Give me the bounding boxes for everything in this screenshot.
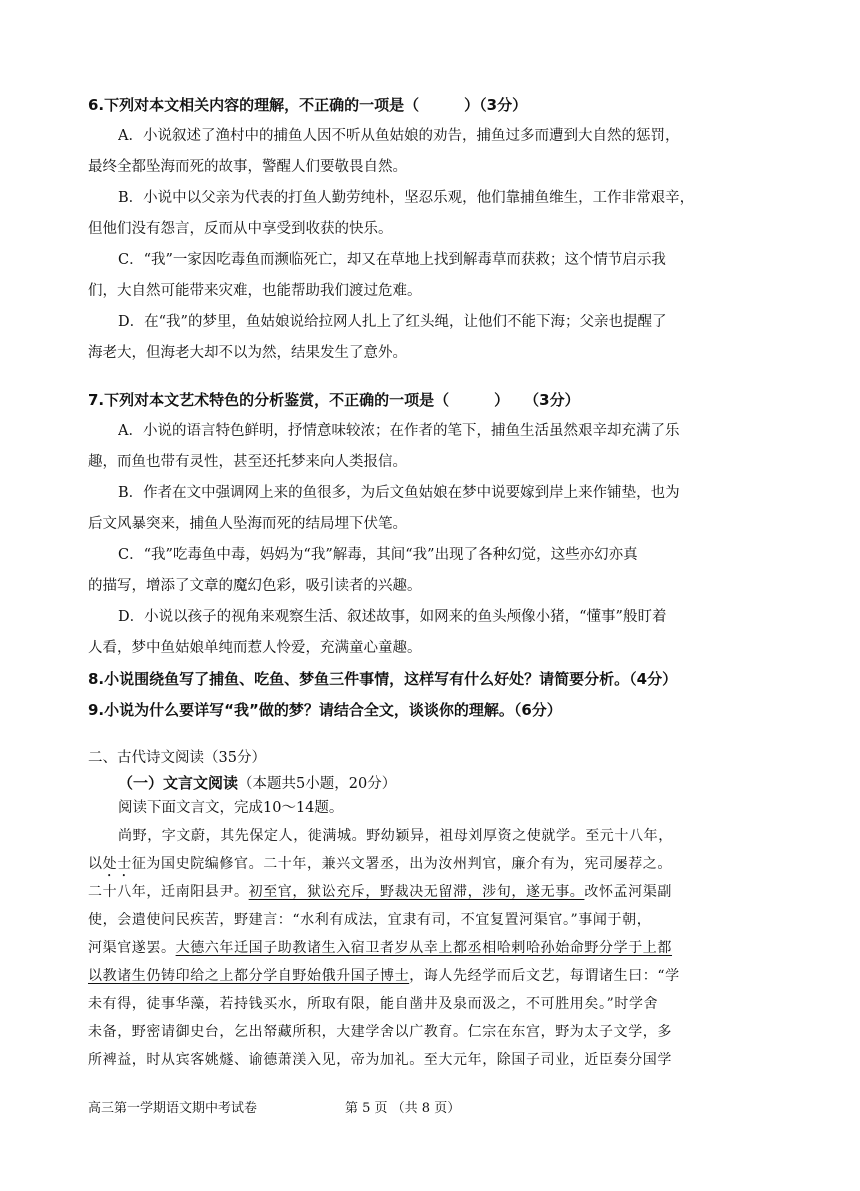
q7-option-c-line2: 的描写，增添了文章的魔幻色彩，吸引读者的兴趣。 bbox=[88, 578, 422, 594]
subheading-bold: （一）文言文阅读 bbox=[118, 774, 239, 792]
passage-line-3 bbox=[88, 882, 778, 902]
underlined-sentence: 初至官，狱讼充斥，野裁决无留滞，涉旬，遂无事。 bbox=[248, 884, 585, 900]
passage-line-9: 所裨益，时从宾客姚燧、谕德萧渼入见，帝为加礼。至大元年，除国子司业，近臣奏分国学 bbox=[88, 1052, 672, 1068]
q7-option-a-line2: 趣，而鱼也带有灵性，甚至还托梦来向人类报信。 bbox=[88, 454, 407, 470]
q8-question: 8.小说围绕鱼写了捕鱼、吃鱼、梦鱼三件事情，这样写有什么好处？请简要分析。（4分） bbox=[88, 670, 678, 688]
q6-option-c-line2: 们，大自然可能带来灾难，也能帮助我们渡过危难。 bbox=[88, 283, 422, 299]
q6-option-b-line2: 但他们没有怨言，反而从中享受到收获的快乐。 bbox=[88, 221, 393, 237]
section2-title: 二、古代诗文阅读（35分） bbox=[88, 750, 266, 766]
q7-option-c-line1: C．“我”吃毒鱼中毒，妈妈为“我”解毒，其间“我”出现了各种幻觉，这些亦幻亦真 bbox=[118, 547, 638, 563]
underlined-unpunctuated-passage: 大德六年迁国子助教诸生入宿卫者岁从幸上都丞相哈剌哈孙始命野分学于上都 bbox=[175, 940, 673, 956]
passage-line-8: 未备，野密请御史台，乞出帑藏所积，大建学舍以广教育。仁宗在东宫，野为太子文学，多 bbox=[88, 1024, 672, 1040]
passage-text: 征为国史院编修官。二十年，兼兴文署丞，出为汝州判官，廉介有为，宪司屡荐之。 bbox=[131, 856, 673, 872]
passage-text: 改怀孟河渠副 bbox=[584, 884, 673, 900]
passage-text: 河渠官遂罢。 bbox=[88, 940, 176, 956]
q7-option-d-line1: D．小说以孩子的视角来观察生活、叙述故事，如网来的鱼头颅像小猪，“懂事”般盯着 bbox=[118, 609, 667, 625]
passage-line-1: 尚野，字文蔚，其先保定人，徙满城。野幼颖异，祖母刘厚资之使就学。至元十八年， bbox=[118, 828, 673, 844]
passage-line-6 bbox=[88, 966, 778, 986]
footer-exam-title: 高三第一学期语文期中考试卷 bbox=[88, 1101, 258, 1116]
passage-line-7: 未有得，徒事华藻，若持钱买水，所取有限，能自凿井及泉而汲之，不可胜用矣。”时学舍 bbox=[88, 996, 659, 1012]
dotted-term: 处士 bbox=[102, 856, 132, 872]
q9-question: 9.小说为什么要详写“我”做的梦？请结合全文，谈谈你的理解。（6分） bbox=[88, 701, 562, 719]
passage-text: ，诲人先经学而后文艺，每谓诸生曰：“学 bbox=[409, 968, 680, 984]
reading-instruction: 阅读下面文言文，完成10～14题。 bbox=[118, 800, 344, 816]
q7-option-d-line2: 人看，梦中鱼姑娘单纯而惹人怜爱，充满童心童趣。 bbox=[88, 640, 422, 656]
passage-line-2 bbox=[88, 854, 778, 880]
passage-line-4: 使，会遣使问民疾苦，野建言：“水利有成法，宜隶有司，不宜复置河渠官。”事闻于朝， bbox=[88, 912, 652, 928]
q7-option-b-line2: 后文风暴突来，捕鱼人坠海而死的结局埋下伏笔。 bbox=[88, 516, 407, 532]
section2-subheading bbox=[118, 773, 778, 794]
q6-option-d-line1: D．在“我”的梦里，鱼姑娘说给拉网人扎上了红头绳，让他们不能下海；父亲也提醒了 bbox=[118, 314, 667, 330]
underlined-unpunctuated-passage: 以教诸生仍铸印给之上都分学自野始俄升国子博士 bbox=[88, 968, 410, 984]
q6-option-a-line1: A．小说叙述了渔村中的捕鱼人因不听从鱼姑娘的劝告，捕鱼过多而遭到大自然的惩罚， bbox=[118, 128, 680, 144]
passage-text: 二十八年，迁南阳县尹。 bbox=[88, 884, 249, 900]
subheading-note: （本题共5小题，20分） bbox=[238, 776, 397, 792]
q6-title: 6.下列对本文相关内容的理解，不正确的一项是（ ）（3分） bbox=[88, 96, 528, 114]
passage-text: 以 bbox=[88, 856, 103, 872]
q6-option-d-line2: 海老大，但海老大却不以为然，结果发生了意外。 bbox=[88, 345, 407, 361]
q7-title: 7.下列对本文艺术特色的分析鉴赏，不正确的一项是（ ） （3分） bbox=[88, 391, 580, 409]
footer-page-number: 第 5 页 （共 8 页） bbox=[345, 1101, 461, 1116]
q7-option-a-line1: A．小说的语言特色鲜明，抒情意味较浓；在作者的笔下，捕鱼生活虽然艰辛却充满了乐 bbox=[118, 423, 680, 439]
q6-option-b-line1: B．小说中以父亲为代表的打鱼人勤劳纯朴，坚忍乐观，他们靠捕鱼维生，工作非常艰辛， bbox=[118, 190, 695, 206]
passage-line-5 bbox=[88, 938, 778, 958]
q7-option-b-line1: B．作者在文中强调网上来的鱼很多，为后文鱼姑娘在梦中说要嫁到岸上来作铺垫，也为 bbox=[118, 485, 680, 501]
q6-option-c-line1: C．“我”一家因吃毒鱼而濒临死亡，却又在草地上找到解毒草而获救；这个情节启示我 bbox=[118, 252, 666, 268]
q6-option-a-line2: 最终全都坠海而死的故事，警醒人们要敬畏自然。 bbox=[88, 159, 407, 175]
